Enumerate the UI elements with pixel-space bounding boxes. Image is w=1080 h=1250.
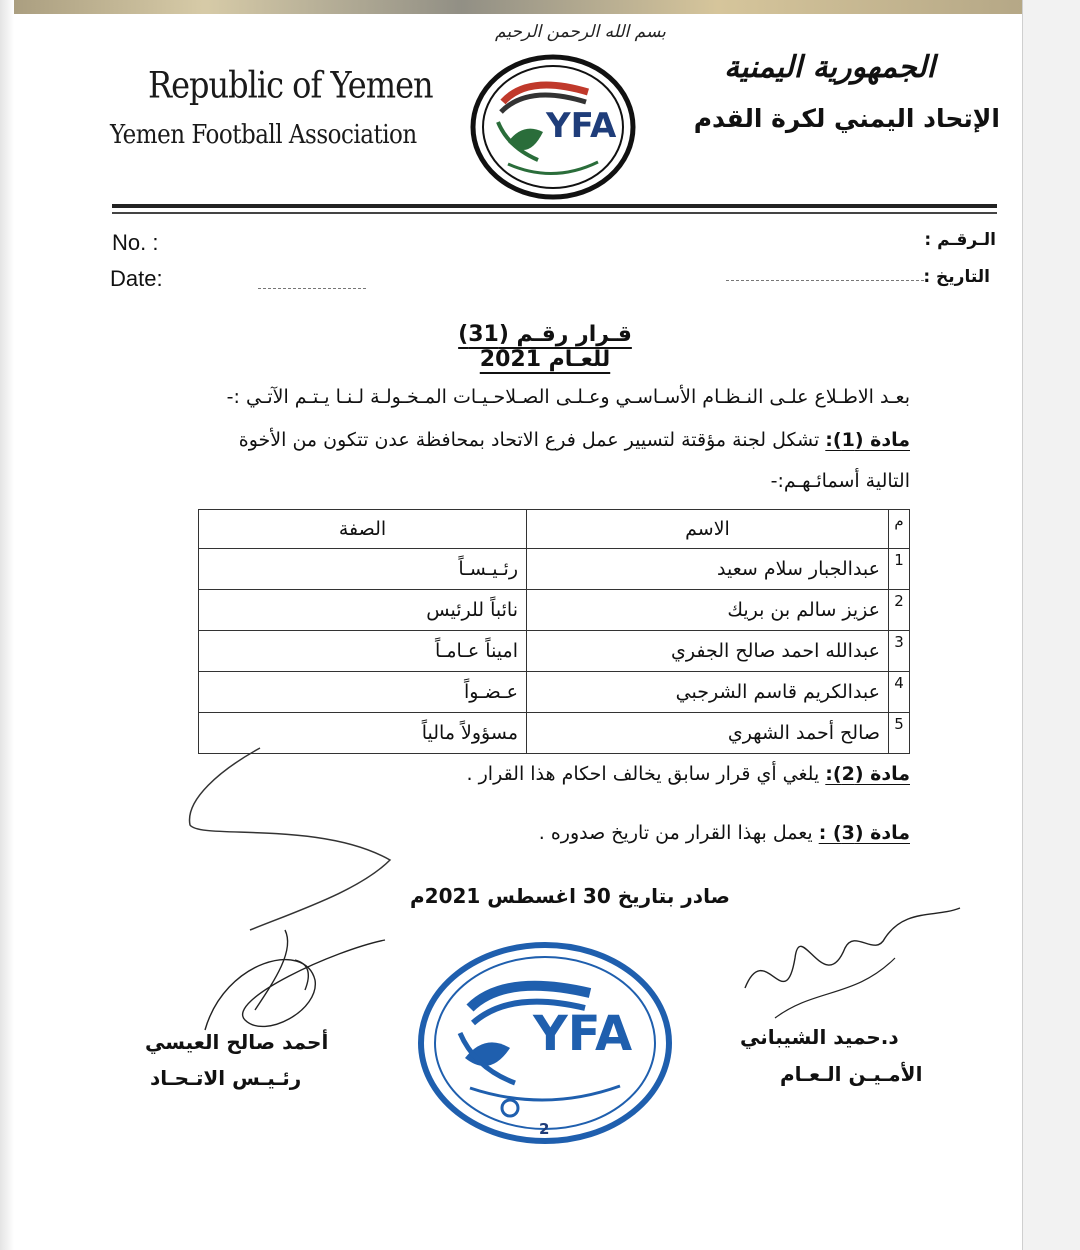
article-3-label: مادة (3) : xyxy=(818,822,910,844)
date-blank-line-en xyxy=(258,288,366,289)
article-3 xyxy=(539,822,910,844)
yfa-logo xyxy=(468,52,638,202)
scan-right-margin xyxy=(1022,0,1080,1250)
date-label-ar: التاريخ : xyxy=(923,267,990,287)
article-2 xyxy=(467,763,910,785)
scan-left-shadow xyxy=(0,0,14,1250)
table-row xyxy=(199,631,910,672)
president-title: رئـيـس الاتـحـاد xyxy=(150,1066,302,1090)
table-row xyxy=(199,549,910,590)
official-stamp xyxy=(415,938,675,1148)
secretary-title: الأمـيـن الـعـام xyxy=(780,1062,923,1086)
table-row xyxy=(199,590,910,631)
article-3-text: يعمل بهذا القرار من تاريخ صدوره . xyxy=(538,822,819,844)
secretary-name: د.حميد الشيباني xyxy=(740,1025,899,1049)
stamp-text: YFA xyxy=(533,1006,633,1062)
row-num: 5 xyxy=(889,713,910,754)
decision-title: قـرار رقـم (31) للعـام 2021 xyxy=(458,322,632,372)
row-num: 1 xyxy=(889,549,910,590)
table-header-row xyxy=(199,510,910,549)
header-name: الاسم xyxy=(527,510,889,549)
row-role: اميناً عـامـاً xyxy=(199,631,527,672)
number-label-en: No. : xyxy=(112,230,159,255)
header-rule-thick xyxy=(112,204,997,208)
article-1-continued: التالية أسمائـهـم:- xyxy=(770,470,910,492)
row-name: عبدالجبار سلام سعيد xyxy=(527,549,889,590)
row-name: عزيز سالم بن بريك xyxy=(527,590,889,631)
row-role: عـضـواً xyxy=(199,672,527,713)
secretary-signature xyxy=(735,898,965,1038)
row-name: صالح أحمد الشهري xyxy=(527,713,889,754)
president-name: أحمد صالح العيسي xyxy=(145,1030,329,1054)
scan-top-edge xyxy=(0,0,1025,14)
logo-text: YFA xyxy=(546,106,617,146)
article-1-text: تشكل لجنة مؤقتة لتسيير عمل فرع الاتحاد بمحافظة عدن تتكون من الأخوة xyxy=(238,429,826,451)
row-name: عبدالله احمد صالح الجفري xyxy=(527,631,889,672)
members-table xyxy=(198,509,910,754)
date-blank-line-ar xyxy=(726,280,924,281)
association-name-en: Yemen Football Association xyxy=(110,120,417,150)
header-rule-thin xyxy=(112,212,997,214)
table-row xyxy=(199,672,910,713)
date-label-en: Date: xyxy=(110,266,163,291)
article-2-label: مادة (2): xyxy=(825,763,910,785)
row-num: 3 xyxy=(889,631,910,672)
header-role: الصفة xyxy=(199,510,527,549)
header-num: م xyxy=(889,510,910,549)
row-num: 2 xyxy=(889,590,910,631)
article-1 xyxy=(239,429,910,451)
row-role: رئـيـسـاً xyxy=(199,549,527,590)
row-num: 4 xyxy=(889,672,910,713)
number-label-ar: الـرقـم : xyxy=(924,230,996,250)
country-name-en: Republic of Yemen xyxy=(148,63,433,107)
stamp-number: 2 xyxy=(539,1120,550,1138)
country-name-ar: الجمهورية اليمنية xyxy=(724,50,935,85)
association-name-ar: الإتحاد اليمني لكرة القدم xyxy=(693,104,1000,133)
decision-intro: بعـد الاطـلاع علـى النـظـام الأسـاسـي وعـلـى الصـلاحـيـات المـخـولـة لـنـا يـتـم الآتـي :- xyxy=(226,386,910,408)
article-2-text: يلغي أي قرار سابق يخالف احكام هذا القرار . xyxy=(466,763,826,785)
issue-date: صادر بتاريخ 30 اغسطس 2021م xyxy=(410,884,730,908)
row-name: عبدالكريم قاسم الشرجبي xyxy=(527,672,889,713)
basmala-text: بسم الله الرحمن الرحيم xyxy=(495,22,666,42)
article-1-label: مادة (1): xyxy=(825,429,910,451)
row-role: مسؤولاً مالياً xyxy=(199,713,527,754)
signature-flourish xyxy=(180,740,410,940)
row-role: نائباً للرئيس xyxy=(199,590,527,631)
